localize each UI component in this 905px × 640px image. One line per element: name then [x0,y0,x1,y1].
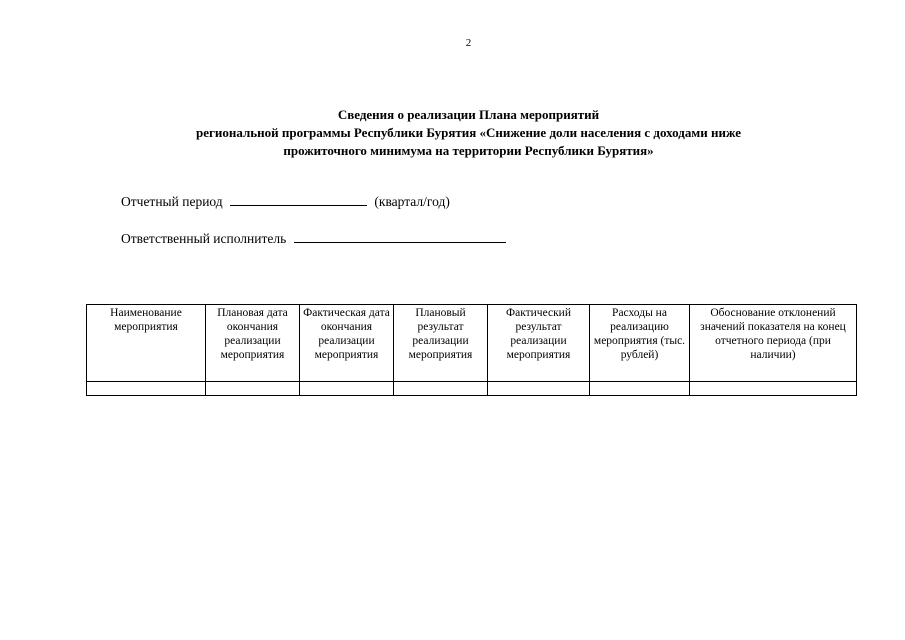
table-row [87,382,857,396]
responsible-executor-blank [294,230,506,243]
header-actual-result: Фактический результат реализации мероприятия [488,305,590,382]
reporting-period-suffix: (квартал/год) [374,194,450,209]
header-activity-name: Наименование мероприятия [87,305,206,382]
title-line-2: региональной программы Республики Бурятия «Снижение доли населения с доходами ниже [196,125,741,140]
table-cell [590,382,690,396]
responsible-executor-row [121,230,506,247]
reporting-period-blank [230,193,367,206]
document-title [0,106,905,160]
table-cell [206,382,300,396]
responsible-executor-label: Ответственный исполнитель [121,231,287,246]
header-planned-result: Плановый результат реализации мероприятия [394,305,488,382]
reporting-period-row [121,193,450,210]
title-line-3: прожиточного минимума на территории Республики Бурятия» [283,143,654,158]
reporting-period-label: Отчетный период [121,194,223,209]
report-table [86,304,857,396]
header-planned-end-date: Плановая дата окончания реализации мероприятия [206,305,300,382]
page-number: 2 [465,37,472,49]
header-actual-end-date: Фактическая дата окончания реализации мероприятия [300,305,394,382]
table-cell [690,382,857,396]
header-expenses: Расходы на реализацию мероприятия (тыс. рублей) [590,305,690,382]
header-deviation-justification: Обоснование отклонений значений показателя на конец отчетного периода (при наличии) [690,305,857,382]
table-cell [300,382,394,396]
table-cell [87,382,206,396]
table-cell [394,382,488,396]
table-cell [488,382,590,396]
table-header-row [87,305,857,382]
title-line-1: Сведения о реализации Плана мероприятий [337,107,600,122]
